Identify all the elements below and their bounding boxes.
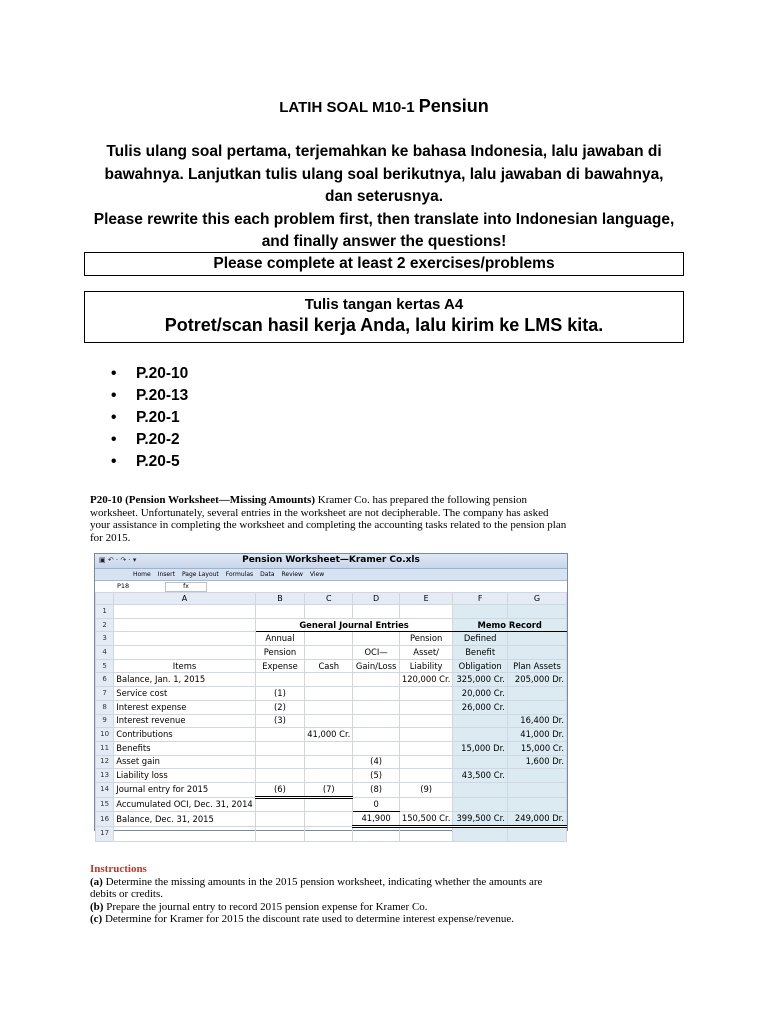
table-row — [96, 605, 567, 619]
list-item — [96, 363, 188, 385]
item-cell: Service cost — [114, 687, 256, 701]
cell-g: 16,400 Dr. — [507, 714, 566, 728]
cell-g — [507, 782, 566, 797]
table-row — [96, 618, 567, 632]
cell-c — [305, 700, 353, 714]
intro-text — [84, 141, 684, 254]
problem-heading: P20-10 (Pension Worksheet—Missing Amounts) — [90, 494, 316, 506]
row-number: 15 — [96, 797, 114, 812]
cell-g: 41,000 Dr. — [507, 728, 566, 742]
submission-box — [84, 291, 684, 343]
table-row — [96, 700, 567, 714]
header-cell: Expense — [255, 659, 304, 673]
item-cell: Interest revenue — [114, 714, 256, 728]
group-memo-record: Memo Record — [453, 618, 567, 632]
cell-d: 41,900 — [353, 812, 400, 827]
table-row — [96, 659, 567, 673]
cell-d: (5) — [353, 769, 400, 783]
intro-line: and finally answer the questions! — [261, 233, 507, 250]
row-number: 12 — [96, 755, 114, 769]
column-header: E — [399, 593, 452, 605]
cell-e — [399, 755, 452, 769]
cell-e: 120,000 Cr. — [399, 673, 452, 687]
cell-d — [353, 673, 400, 687]
cell-e — [399, 714, 452, 728]
pension-worksheet-table — [95, 592, 567, 842]
cell-d: (4) — [353, 755, 400, 769]
instruction-label: (a) — [90, 875, 103, 888]
bullet-icon: • — [111, 409, 117, 426]
intro-line: Please rewrite this each problem first, then translate into Indonesian language, — [93, 210, 675, 228]
column-header: C — [305, 593, 353, 605]
cell-f — [453, 714, 508, 728]
instruction-text: Determine the missing amounts in the 2015 pension worksheet, indicating whether the amounts are debits or credits. — [90, 875, 543, 901]
intro-line: dan seterusnya. — [324, 188, 444, 205]
table-row — [96, 755, 567, 769]
cell-b: (1) — [255, 687, 304, 701]
bullet-icon: • — [111, 431, 117, 448]
cell-f — [453, 797, 508, 812]
item-cell: Balance, Dec. 31, 2015 — [114, 812, 256, 827]
cell-b — [255, 797, 304, 812]
header-cell: Defined — [453, 632, 508, 646]
list-item — [96, 385, 188, 407]
cell-c — [305, 714, 353, 728]
table-row — [96, 827, 567, 842]
problem-label: P.20-1 — [136, 409, 180, 426]
tab-data: Data — [260, 571, 275, 578]
cell-d — [353, 700, 400, 714]
cell-c: (7) — [305, 782, 353, 797]
cell-g: 1,600 Dr. — [507, 755, 566, 769]
spreadsheet-image — [94, 553, 568, 838]
row-number: 6 — [96, 673, 114, 687]
table-row — [96, 812, 567, 827]
cell-e — [399, 728, 452, 742]
instruction-text: Determine for Kramer for 2015 the discount rate used to determine interest expense/revenue. — [102, 913, 514, 926]
title-topic: Pensiun — [418, 96, 489, 116]
window-titlebar — [95, 554, 567, 569]
cell-c — [305, 812, 353, 827]
table-row — [96, 769, 567, 783]
header-cell: Liability — [399, 659, 452, 673]
bullet-icon: • — [111, 365, 117, 382]
column-header: D — [353, 593, 400, 605]
item-cell: Journal entry for 2015 — [114, 782, 256, 797]
problem-label: P.20-5 — [136, 453, 180, 470]
cell-e: (9) — [399, 782, 452, 797]
row-number: 14 — [96, 782, 114, 797]
row-number: 10 — [96, 728, 114, 742]
problem-label: P.20-13 — [136, 387, 189, 404]
instruction-b — [90, 901, 560, 914]
table-row — [96, 782, 567, 797]
cell-f — [453, 782, 508, 797]
cell-g: 205,000 Dr. — [507, 673, 566, 687]
bullet-icon: • — [111, 453, 117, 470]
cell-b — [255, 673, 304, 687]
instructions-heading: Instructions — [90, 863, 147, 875]
cell-c — [305, 797, 353, 812]
row-number: 7 — [96, 687, 114, 701]
tab-home: Home — [133, 571, 151, 578]
header-cell: Pension — [399, 632, 452, 646]
cell-c — [305, 741, 353, 755]
header-cell: Annual — [255, 632, 304, 646]
window-title: Pension Worksheet—Kramer Co.xls — [242, 555, 420, 565]
table-row — [96, 646, 567, 660]
submission-line-2: Potret/scan hasil kerja Anda, lalu kirim ke LMS kita. — [164, 315, 604, 335]
column-header: B — [255, 593, 304, 605]
list-item — [96, 429, 188, 451]
table-row — [96, 714, 567, 728]
title-code: LATIH SOAL M10-1 — [279, 99, 419, 116]
tab-page-layout: Page Layout — [181, 571, 219, 578]
tab-insert: Insert — [157, 571, 175, 578]
cell-g — [507, 769, 566, 783]
cell-f: 43,500 Cr. — [453, 769, 508, 783]
cell-b: (3) — [255, 714, 304, 728]
cell-d — [353, 714, 400, 728]
row-number: 8 — [96, 700, 114, 714]
cell-d: 0 — [353, 797, 400, 812]
cell-c — [305, 755, 353, 769]
cell-c: 41,000 Cr. — [305, 728, 353, 742]
row-number: 4 — [96, 646, 114, 660]
intro-line: bawahnya. Lanjutkan tulis ulang soal berikutnya, lalu jawaban di bawahnya, — [104, 165, 664, 183]
tab-review: Review — [281, 571, 303, 578]
row-number: 9 — [96, 714, 114, 728]
cell-e — [399, 741, 452, 755]
cell-f — [453, 755, 508, 769]
header-cell: Asset/ — [399, 646, 452, 660]
header-cell: Items — [114, 659, 256, 673]
item-cell: Benefits — [114, 741, 256, 755]
corner-cell — [96, 593, 114, 605]
item-cell: Interest expense — [114, 700, 256, 714]
item-cell: Liability loss — [114, 769, 256, 783]
column-header-row — [96, 593, 567, 605]
intro-line: Tulis ulang soal pertama, terjemahkan ke bahasa Indonesia, lalu jawaban di — [106, 143, 662, 160]
cell-b: (2) — [255, 700, 304, 714]
fx-icon: fx — [165, 582, 207, 592]
cell-e — [399, 687, 452, 701]
table-row — [96, 673, 567, 687]
group-general-journal: General Journal Entries — [255, 618, 453, 632]
header-cell: Benefit — [453, 646, 508, 660]
cell-f: 15,000 Dr. — [453, 741, 508, 755]
row-number: 2 — [96, 618, 114, 632]
header-cell: Cash — [305, 659, 353, 673]
row-number: 1 — [96, 605, 114, 619]
table-row — [96, 687, 567, 701]
cell-g — [507, 687, 566, 701]
list-item — [96, 407, 188, 429]
cell-d — [353, 728, 400, 742]
problem-list — [96, 363, 188, 473]
cell-reference: P18 — [117, 582, 130, 590]
quick-access-toolbar: ▣ ↶ · ↷ · ▾ — [99, 556, 137, 564]
table-row — [96, 632, 567, 646]
header-cell: Obligation — [453, 659, 508, 673]
row-number: 3 — [96, 632, 114, 646]
cell-e — [399, 700, 452, 714]
problem-label: P.20-2 — [136, 431, 180, 448]
cell-f — [453, 728, 508, 742]
cell-b — [255, 812, 304, 827]
row-number: 17 — [96, 827, 114, 842]
requirement-box: Please complete at least 2 exercises/problems — [84, 252, 684, 276]
instructions — [90, 863, 560, 926]
cell-b — [255, 769, 304, 783]
instruction-text: Prepare the journal entry to record 2015 pension expense for Kramer Co. — [103, 900, 428, 913]
table-row — [96, 728, 567, 742]
cell-e — [399, 797, 452, 812]
column-header: A — [114, 593, 256, 605]
column-header: G — [507, 593, 566, 605]
cell-g: 15,000 Cr. — [507, 741, 566, 755]
header-cell: Plan Assets — [507, 659, 566, 673]
cell-c — [305, 769, 353, 783]
cell-g — [507, 797, 566, 812]
column-header: F — [453, 593, 508, 605]
cell-b: (6) — [255, 782, 304, 797]
header-cell: Pension — [255, 646, 304, 660]
cell-f: 399,500 Cr. — [453, 812, 508, 827]
tab-formulas: Formulas — [225, 571, 254, 578]
instruction-label: (b) — [90, 900, 104, 913]
cell-f: 26,000 Cr. — [453, 700, 508, 714]
instruction-c — [90, 913, 560, 926]
item-cell: Accumulated OCI, Dec. 31, 2014 — [114, 797, 256, 812]
table-row — [96, 797, 567, 812]
bullet-icon: • — [111, 387, 117, 404]
cell-f: 325,000 Cr. — [453, 673, 508, 687]
list-item — [96, 451, 188, 473]
problem-label: P.20-10 — [136, 365, 189, 382]
page-title — [0, 96, 768, 117]
problem-text: Kramer Co. has prepared the following pension worksheet. Unfortunately, several entries in the worksheet are not decipherable. The company has asked your assistance in completing the worksheet and completing the accounting tasks related to the pension plan for 2015. — [90, 494, 567, 544]
instruction-label: (c) — [90, 913, 103, 926]
cell-b — [255, 741, 304, 755]
cell-e — [399, 769, 452, 783]
item-cell: Balance, Jan. 1, 2015 — [114, 673, 256, 687]
submission-line-1: Tulis tangan kertas A4 — [304, 296, 464, 313]
cell-d: (8) — [353, 782, 400, 797]
row-number: 16 — [96, 812, 114, 827]
cell-e: 150,500 Cr. — [399, 812, 452, 827]
instruction-a — [90, 876, 560, 901]
row-number: 5 — [96, 659, 114, 673]
header-cell: Gain/Loss — [353, 659, 400, 673]
row-number: 13 — [96, 769, 114, 783]
header-cell: OCI— — [353, 646, 400, 660]
cell-b — [255, 755, 304, 769]
cell-f: 20,000 Cr. — [453, 687, 508, 701]
cell-g: 249,000 Dr. — [507, 812, 566, 827]
row-number: 11 — [96, 741, 114, 755]
tab-view: View — [309, 571, 325, 578]
ribbon-tabs — [95, 569, 567, 581]
cell-c — [305, 673, 353, 687]
cell-d — [353, 741, 400, 755]
cell-g — [507, 700, 566, 714]
cell-b — [255, 728, 304, 742]
cell-c — [305, 687, 353, 701]
cell-d — [353, 687, 400, 701]
item-cell: Contributions — [114, 728, 256, 742]
problem-description — [90, 494, 570, 544]
table-row — [96, 741, 567, 755]
item-cell: Asset gain — [114, 755, 256, 769]
